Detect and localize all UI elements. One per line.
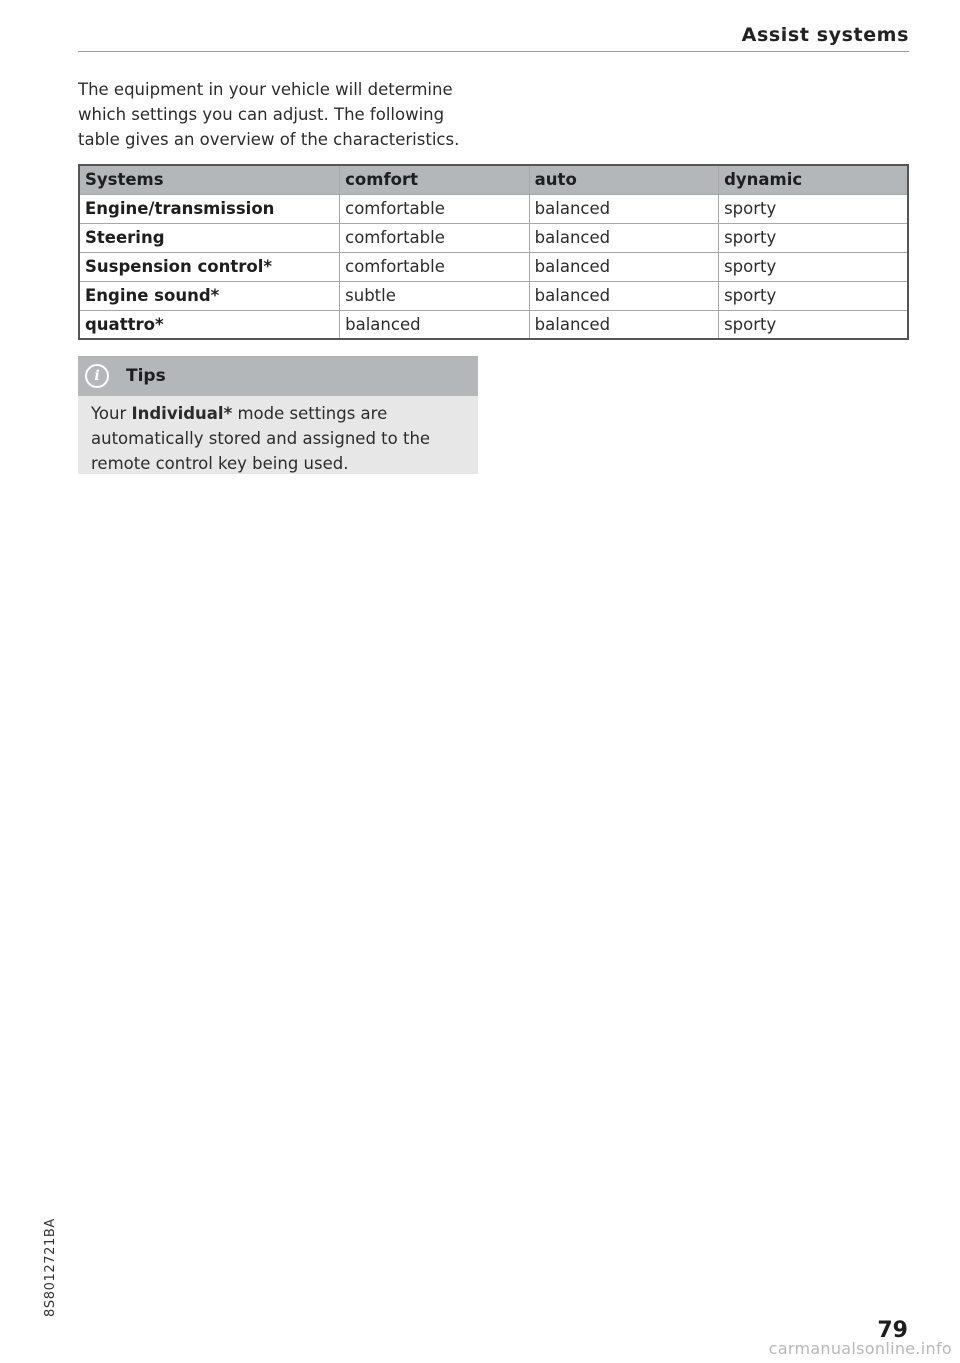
drive-modes-table: [78, 164, 909, 340]
cell-dynamic: sporty: [719, 223, 908, 252]
column-header-auto: auto: [529, 165, 718, 194]
cell-comfort: comfortable: [340, 252, 530, 281]
intro-paragraph: The equipment in your vehicle will determine which settings you can adjust. The following table gives an overview of the characteristics.: [78, 80, 460, 149]
table-row: [79, 223, 908, 252]
cell-comfort: comfortable: [340, 223, 530, 252]
cell-auto: balanced: [529, 281, 718, 310]
tips-label: Tips: [126, 366, 166, 386]
cell-dynamic: sporty: [719, 281, 908, 310]
cell-comfort: comfortable: [340, 194, 530, 223]
table-row: [79, 252, 908, 281]
individual-mode-term: Individual*: [131, 404, 233, 423]
cell-auto: balanced: [529, 194, 718, 223]
row-system-name: Steering: [79, 223, 340, 252]
table-row: [79, 281, 908, 310]
tips-text: [78, 396, 478, 476]
column-header-comfort: comfort: [340, 165, 530, 194]
cell-comfort: subtle: [340, 281, 530, 310]
column-header-dynamic: dynamic: [719, 165, 908, 194]
cell-auto: balanced: [529, 310, 718, 339]
table-header-row: [79, 165, 908, 194]
watermark: carmanualsonline.info: [768, 1339, 952, 1358]
header-divider: [78, 51, 909, 52]
tips-box: [78, 356, 478, 474]
cell-dynamic: sporty: [719, 252, 908, 281]
cell-comfort: balanced: [340, 310, 530, 339]
section-title: Assist systems: [741, 24, 909, 46]
tips-text-end: mode settings are automatically stored and assigned to the remote control key being used.: [91, 404, 431, 473]
row-system-name: Suspension control*: [79, 252, 340, 281]
document-code: 8S8012721BA: [43, 1218, 58, 1317]
tips-text-start: Your: [91, 404, 132, 423]
table-row: [79, 310, 908, 339]
row-system-name: quattro*: [79, 310, 340, 339]
column-header-systems: Systems: [79, 165, 340, 194]
tips-header: [78, 356, 478, 396]
row-system-name: Engine/transmission: [79, 194, 340, 223]
cell-auto: balanced: [529, 223, 718, 252]
page-number: 79: [877, 1318, 908, 1343]
row-system-name: Engine sound*: [79, 281, 340, 310]
cell-dynamic: sporty: [719, 194, 908, 223]
cell-dynamic: sporty: [719, 310, 908, 339]
cell-auto: balanced: [529, 252, 718, 281]
table-row: [79, 194, 908, 223]
info-icon: i: [85, 364, 109, 388]
